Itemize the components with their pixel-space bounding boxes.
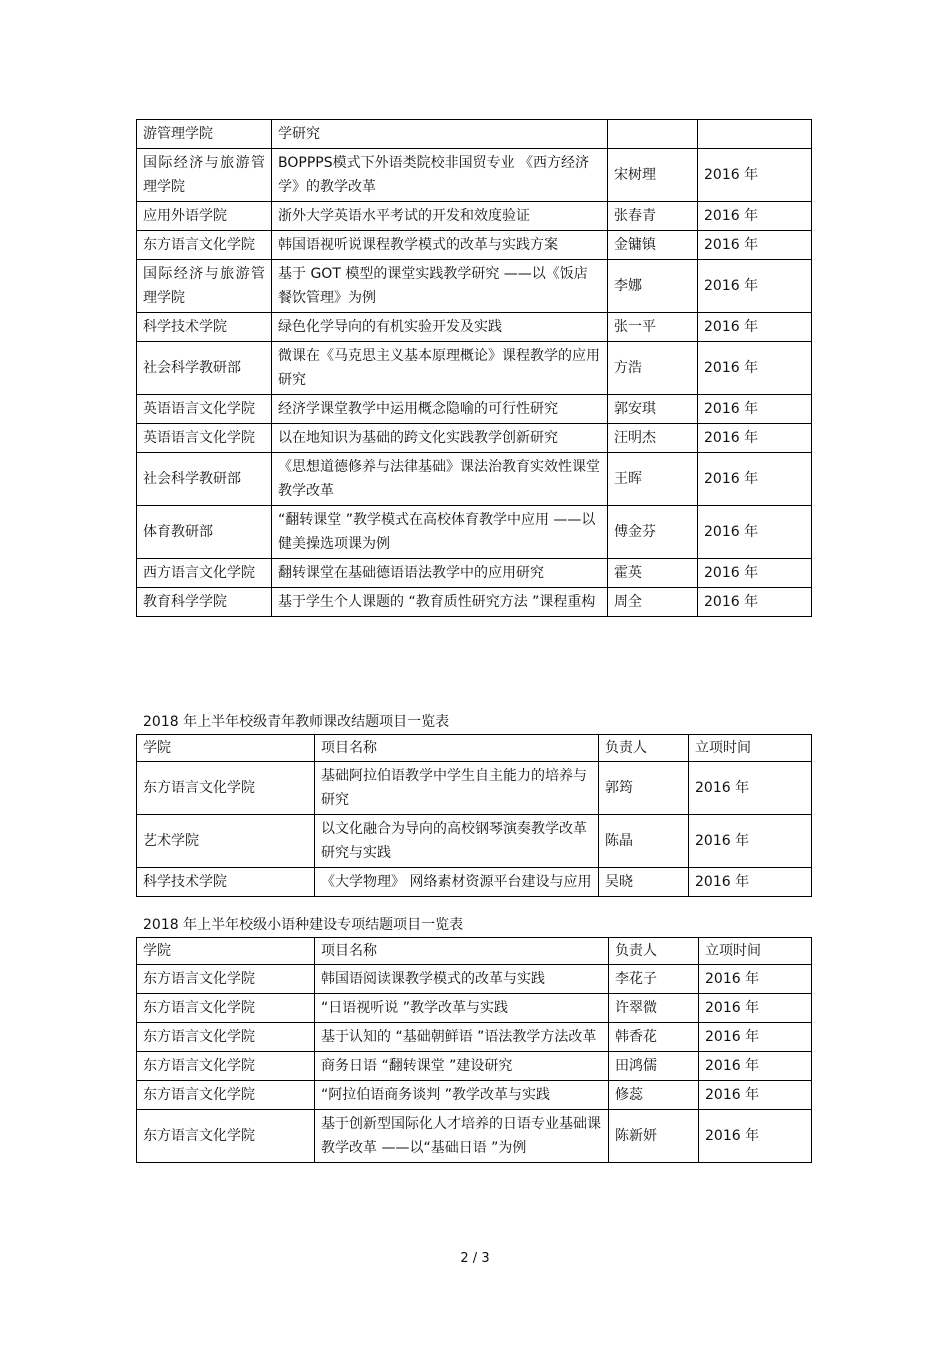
table-header-row [137,938,812,965]
dept-cell: 英语语言文化学院 [137,395,272,424]
project-table-1 [136,119,812,617]
table-row [137,762,812,815]
table-row [137,453,812,506]
dept-cell: 教育科学学院 [137,588,272,617]
table-row [137,342,812,395]
owner-cell: 田鸿儒 [609,1052,699,1081]
table-row [137,559,812,588]
year-cell: 2016 年 [698,260,812,313]
owner-cell: 方浩 [608,342,698,395]
table-row [137,506,812,559]
header-year: 立项时间 [699,938,812,965]
owner-cell: 金镛镇 [608,231,698,260]
owner-cell: 修蕊 [609,1081,699,1110]
table-row [137,1110,812,1163]
header-dept: 学院 [137,938,315,965]
project-cell: 基于创新型国际化人才培养的日语专业基础课教学改革 ——以“基础日语 ”为例 [315,1110,609,1163]
header-dept: 学院 [137,735,315,762]
page-number: 2 / 3 [460,1251,490,1266]
table-row [137,1052,812,1081]
owner-cell: 陈新妍 [609,1110,699,1163]
project-cell: 以文化融合为导向的高校钢琴演奏教学改革研究与实践 [315,815,599,868]
owner-cell: 汪明杰 [608,424,698,453]
header-project: 项目名称 [315,735,599,762]
table-row [137,868,812,897]
dept-cell: 艺术学院 [137,815,315,868]
owner-cell: 许翠微 [609,994,699,1023]
year-cell: 2016 年 [698,588,812,617]
dept-cell: 英语语言文化学院 [137,424,272,453]
project-cell: 绿色化学导向的有机实验开发及实践 [272,313,608,342]
year-cell: 2016 年 [698,395,812,424]
owner-cell: 郭筠 [599,762,689,815]
year-cell: 2016 年 [698,559,812,588]
dept-cell: 东方语言文化学院 [137,994,315,1023]
dept-cell: 国际经济与旅游管理学院 [137,149,272,202]
project-cell: “日语视听说 ”教学改革与实践 [315,994,609,1023]
dept-cell: 东方语言文化学院 [137,1081,315,1110]
header-owner: 负责人 [599,735,689,762]
project-cell: 基于学生个人课题的 “教育质性研究方法 ”课程重构 [272,588,608,617]
owner-cell: 宋树理 [608,149,698,202]
year-cell: 2016 年 [698,231,812,260]
table-row [137,120,812,149]
year-cell: 2016 年 [699,994,812,1023]
project-cell: “翻转课堂 ”教学模式在高校体育教学中应用 ——以健美操选项课为例 [272,506,608,559]
table-row [137,815,812,868]
project-cell: 韩国语视听说课程教学模式的改革与实践方案 [272,231,608,260]
dept-cell: 游管理学院 [137,120,272,149]
table-row [137,395,812,424]
owner-cell: 张一平 [608,313,698,342]
owner-cell: 霍英 [608,559,698,588]
dept-cell: 东方语言文化学院 [137,965,315,994]
header-project: 项目名称 [315,938,609,965]
project-cell: 基于 GOT 模型的课堂实践教学研究 ——以《饭店餐饮管理》为例 [272,260,608,313]
owner-cell [608,120,698,149]
project-cell: BOPPPS模式下外语类院校非国贸专业 《西方经济学》的教学改革 [272,149,608,202]
dept-cell: 东方语言文化学院 [137,231,272,260]
project-cell: 基础阿拉伯语教学中学生自主能力的培养与研究 [315,762,599,815]
dept-cell: 体育教研部 [137,506,272,559]
dept-cell: 科学技术学院 [137,868,315,897]
table-row [137,231,812,260]
table-row [137,994,812,1023]
owner-cell: 韩香花 [609,1023,699,1052]
year-cell: 2016 年 [698,506,812,559]
dept-cell: 东方语言文化学院 [137,762,315,815]
section2-caption: 2018 年上半年校级青年教师课改结题项目一览表 [143,714,450,730]
project-cell: 学研究 [272,120,608,149]
dept-cell: 科学技术学院 [137,313,272,342]
year-cell: 2016 年 [698,453,812,506]
table-header-row [137,735,812,762]
header-owner: 负责人 [609,938,699,965]
table-row [137,965,812,994]
project-table-3 [136,937,812,1163]
project-cell: “阿拉伯语商务谈判 ”教学改革与实践 [315,1081,609,1110]
owner-cell: 傅金芬 [608,506,698,559]
owner-cell: 王晖 [608,453,698,506]
year-cell: 2016 年 [698,424,812,453]
project-cell: 《大学物理》 网络素材资源平台建设与应用 [315,868,599,897]
owner-cell: 李花子 [609,965,699,994]
dept-cell: 应用外语学院 [137,202,272,231]
table-row [137,588,812,617]
dept-cell: 社会科学教研部 [137,342,272,395]
year-cell: 2016 年 [689,815,812,868]
owner-cell: 陈晶 [599,815,689,868]
year-cell: 2016 年 [689,868,812,897]
project-cell: 基于认知的 “基础朝鲜语 ”语法教学方法改革 [315,1023,609,1052]
project-cell: 翻转课堂在基础德语语法教学中的应用研究 [272,559,608,588]
dept-cell: 国际经济与旅游管理学院 [137,260,272,313]
dept-cell: 东方语言文化学院 [137,1052,315,1081]
project-cell: 《思想道德修养与法律基础》课法治教育实效性课堂教学改革 [272,453,608,506]
table-row [137,424,812,453]
year-cell: 2016 年 [699,1052,812,1081]
dept-cell: 东方语言文化学院 [137,1110,315,1163]
project-cell: 微课在《马克思主义基本原理概论》课程教学的应用研究 [272,342,608,395]
table-row [137,260,812,313]
owner-cell: 周全 [608,588,698,617]
project-table-2 [136,734,812,897]
year-cell: 2016 年 [698,149,812,202]
owner-cell: 吴晓 [599,868,689,897]
table-row [137,1023,812,1052]
owner-cell: 郭安琪 [608,395,698,424]
header-year: 立项时间 [689,735,812,762]
project-cell: 以在地知识为基础的跨文化实践教学创新研究 [272,424,608,453]
year-cell: 2016 年 [699,1081,812,1110]
dept-cell: 东方语言文化学院 [137,1023,315,1052]
year-cell: 2016 年 [699,1023,812,1052]
year-cell: 2016 年 [698,313,812,342]
project-cell: 浙外大学英语水平考试的开发和效度验证 [272,202,608,231]
year-cell [698,120,812,149]
year-cell: 2016 年 [698,342,812,395]
table-row [137,1081,812,1110]
year-cell: 2016 年 [699,965,812,994]
project-cell: 商务日语 “翻转课堂 ”建设研究 [315,1052,609,1081]
dept-cell: 社会科学教研部 [137,453,272,506]
dept-cell: 西方语言文化学院 [137,559,272,588]
year-cell: 2016 年 [689,762,812,815]
project-cell: 韩国语阅读课教学模式的改革与实践 [315,965,609,994]
project-cell: 经济学课堂教学中运用概念隐喻的可行性研究 [272,395,608,424]
table-row [137,202,812,231]
section3-caption: 2018 年上半年校级小语种建设专项结题项目一览表 [143,917,464,933]
owner-cell: 张春青 [608,202,698,231]
table-row [137,313,812,342]
year-cell: 2016 年 [698,202,812,231]
owner-cell: 李娜 [608,260,698,313]
table-row [137,149,812,202]
year-cell: 2016 年 [699,1110,812,1163]
